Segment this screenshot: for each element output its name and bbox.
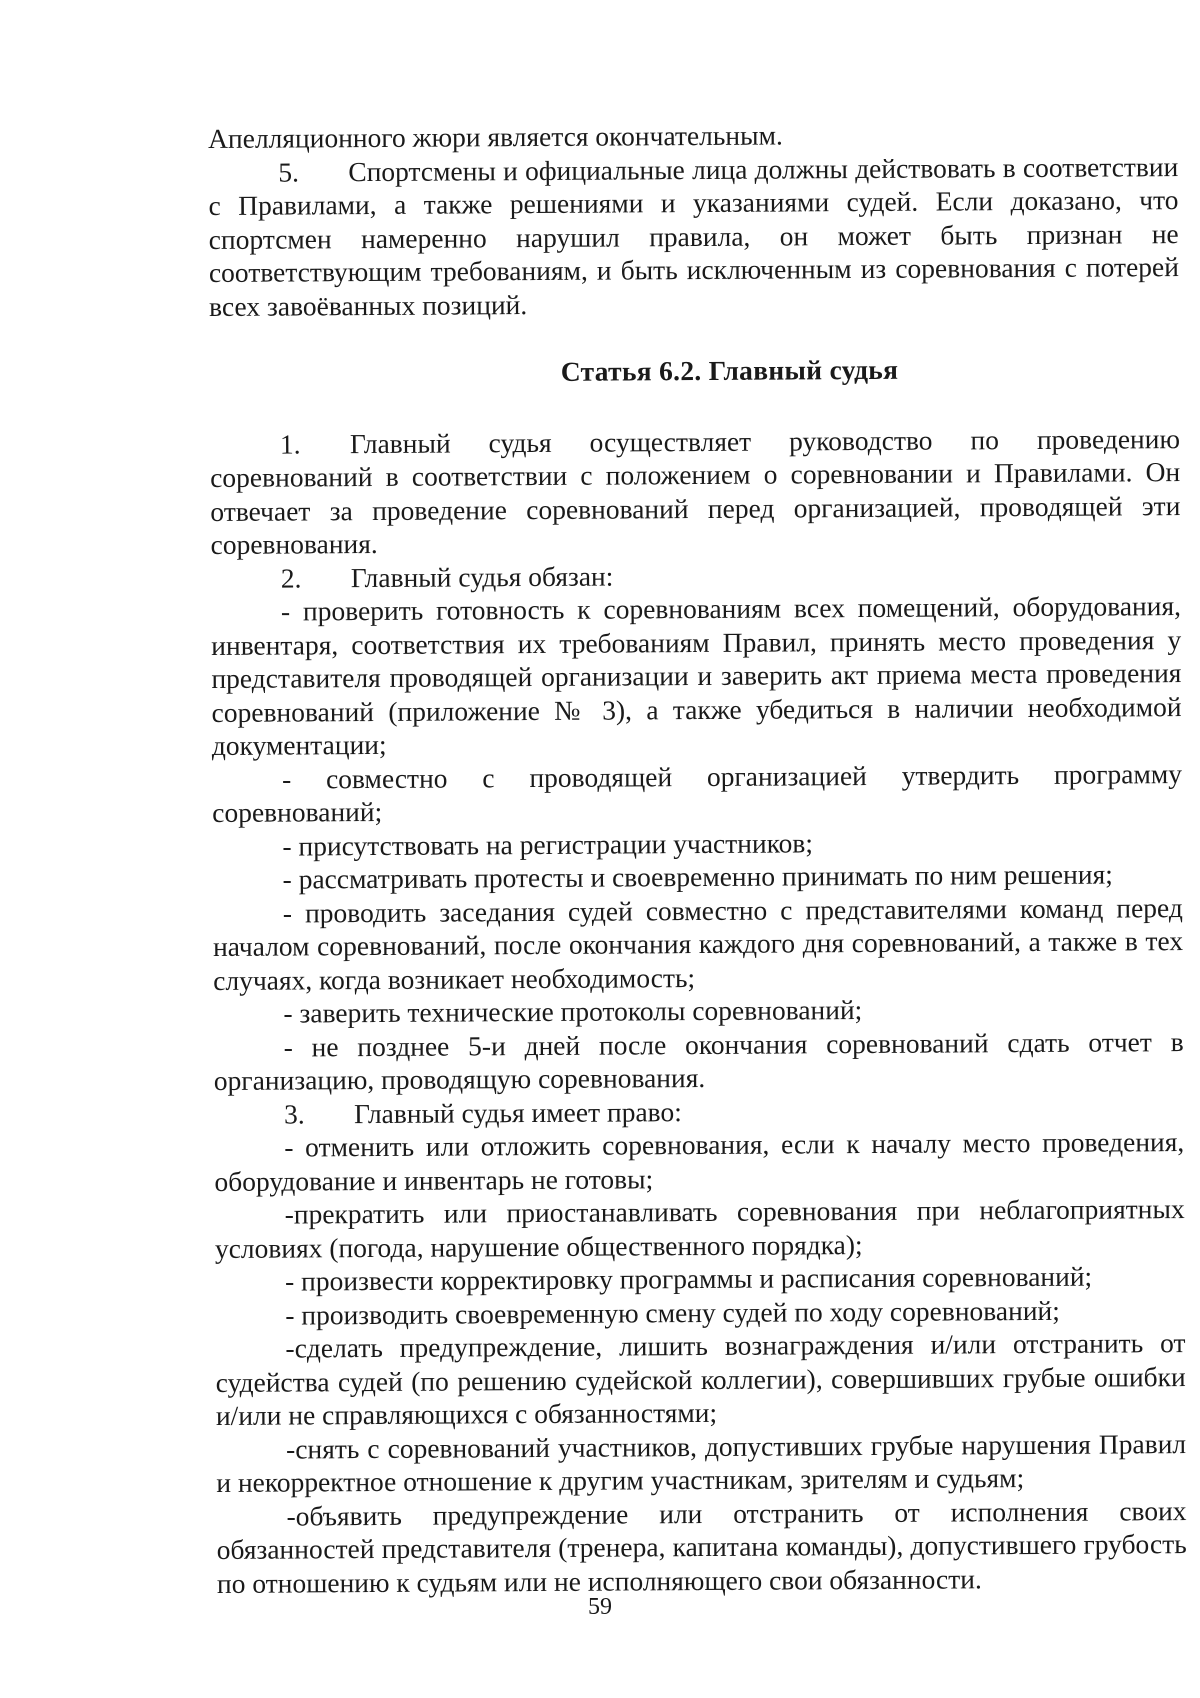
document-page [208,116,1187,1600]
list-item: - заверить технические протоколы соревнований; [283,994,863,1029]
list-item: - отменить или отложить соревнования, если к началу место проведения, оборудование и инвентарь не готовы; [214,1126,1185,1197]
article-title: Статья 6.2. Главный судья [560,353,899,387]
list-item: -сделать предупреждение, лишить вознаграждения и/или отстранить от судейства судей (по решению судейской коллегии), совершивших грубые ошибки и/или не справляющихся с обязанностями; [215,1327,1186,1431]
list-item: - рассматривать протесты и своевременно принимать по ним решения; [282,858,1113,895]
paragraph-number: 5. [278,155,300,188]
list-item: - присутствовать на регистрации участников; [282,826,814,862]
list-item: - производить своевременную смену судей по ходу соревнований; [285,1294,1060,1331]
paragraph-number: 2. [280,561,302,594]
list-item: -объявить предупреждение или отстранить от исполнения своих обязанностей представителя (тренера, капитана команды), допустившего грубость по отношению к судьям или не исполняющего свои обязанности. [216,1494,1187,1599]
paragraph-1 [210,422,1181,562]
paragraph-text: Спортсмены и официальные лица должны действовать в соответствии с Правилами, а также решениями и указаниями судей. Если доказано, что спортсмен намеренно нарушил правила, он может быть признан не соответствующим требованиям, и быть исключенным из соревнования с потерей всех завоёванных позиций. [208,150,1179,322]
list-item: -прекратить или приостанавливать соревнования при неблагоприятных условиях (погода, нарушение общественного порядка); [214,1193,1185,1264]
paragraph-number: 3. [283,1097,305,1130]
list-item: - произвести корректировку программы и расписания соревнований; [284,1260,1093,1297]
intro-line: Апелляционного жюри является окончательным. [208,119,783,154]
paragraph-text: Главный судья обязан: [350,560,614,593]
paragraph-5 [208,150,1179,323]
list-item: - не позднее 5-и дней после окончания соревнований сдать отчет в организацию, проводящую соревнования. [213,1025,1184,1096]
list-item: - проверить готовность к соревнованиям всех помещений, оборудования, инвентаря, соответствия их требованиям Правил, принять место проведения у представителя проводящей организации и заверить акт приема места проведения соревнований (приложение № 3), а также убедиться в наличии необходимой документации; [211,590,1182,761]
paragraph-number: 1. [279,427,301,460]
list-item: - проводить заседания судей совместно с представителями команд перед началом соревнований, после окончания каждого дня соревнований, а также в тех случаях, когда возникает необходимость; [212,891,1184,996]
paragraph-text: Главный судья осуществляет руководство по проведению соревнований в соответствии с положением о соревновании и Правилами. Он отвечает за проведение соревнований перед организацией, проводящей эти соревнования. [210,422,1181,560]
list-item: - совместно с проводящей организацией утвердить программу соревнований; [212,757,1183,828]
page-number: 59 [588,1594,612,1620]
list-item: -снять с соревнований участников, допустивших грубые нарушения Правил и некорректное отношение к другим участникам, зрителям и судьям; [216,1427,1187,1498]
paragraph-text: Главный судья имеет право: [353,1095,682,1129]
